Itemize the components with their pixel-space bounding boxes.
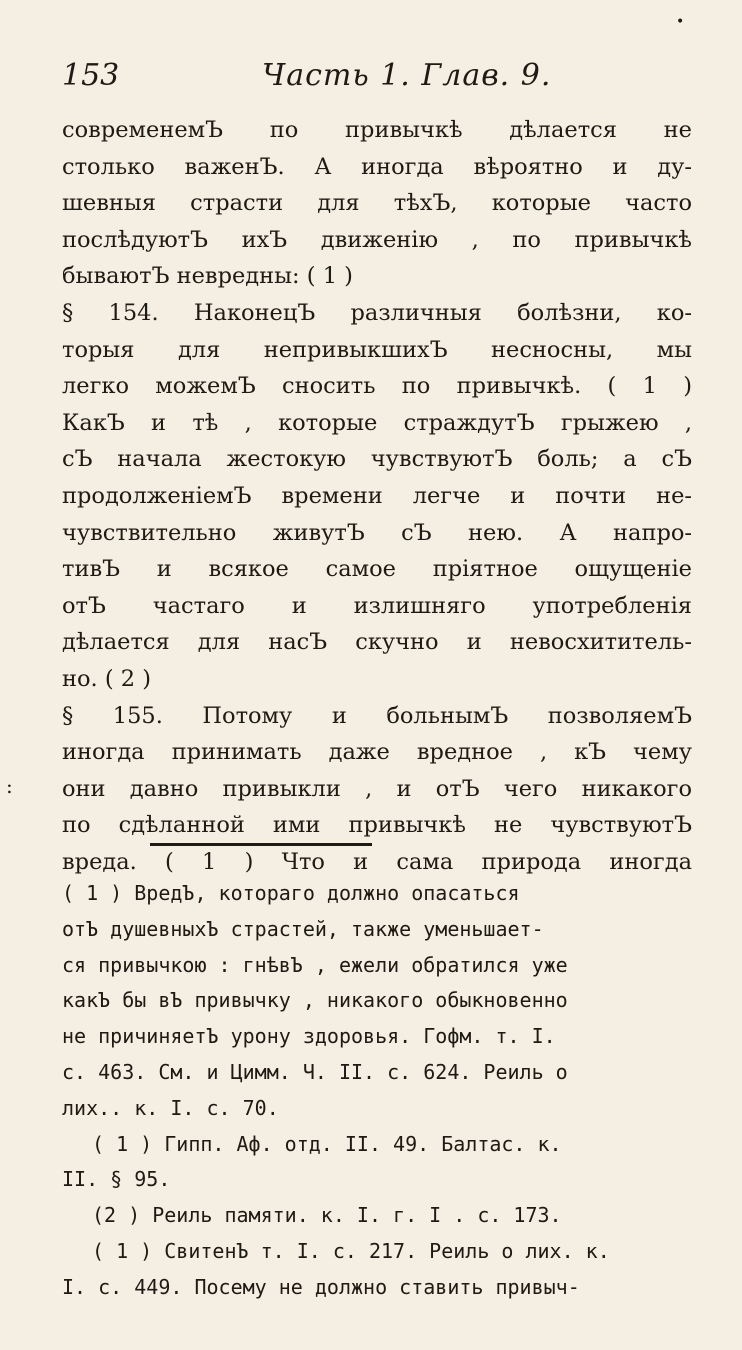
footnote-line: не причиняетЪ урону здоровья. Гофм. т. I. xyxy=(62,1024,556,1049)
main-text xyxy=(62,112,692,880)
footnote-line: лих.. к. I. с. 70. xyxy=(62,1095,279,1120)
footnote-line: ( 1 ) ВредЪ, котораго должно опасаться xyxy=(62,881,520,905)
footnotes xyxy=(62,876,692,1306)
footnote-line: ся привычкою : гнѣвЪ , ежели обратился уже xyxy=(62,952,568,977)
text-line: торыя для непривыкшихЪ несносны, мы xyxy=(62,336,692,363)
footnote-divider xyxy=(150,843,372,846)
footnote-line: какЪ бы вЪ привычку , никакого обыкновенно xyxy=(62,988,568,1013)
footnote-line: II. § 95. xyxy=(62,1167,171,1192)
footnote-line: с. 463. См. и Цимм. Ч. II. с. 624. Реиль о xyxy=(62,1059,568,1084)
margin-mark: : xyxy=(6,774,13,798)
page-header xyxy=(62,58,682,102)
text-line: отЪ частаго и излишняго употребленія xyxy=(62,592,692,619)
text-line: шевныя страсти для тѣхЪ, которые часто xyxy=(62,190,692,217)
text-line: § 155. Потому и больнымЪ позволяемЪ xyxy=(62,702,692,729)
text-line: но. ( 2 ) xyxy=(62,665,152,692)
text-line: продолженіемЪ времени легче и почти не- xyxy=(62,482,692,509)
text-line: сЪ начала жестокую чувствуютЪ боль; а сЪ xyxy=(62,446,692,473)
text-line: современемЪ по привычкѣ дѣлается не xyxy=(62,117,692,143)
text-line: по сдѣланной ими привычкѣ не чувствуютЪ xyxy=(62,812,692,839)
text-line: послѣдуютЪ ихЪ движенію , по привычкѣ xyxy=(62,226,692,253)
footnote-line: отЪ душевныхЪ страстей, также уменьшает- xyxy=(62,916,544,941)
text-line: иногда принимать даже вредное , кЪ чему xyxy=(62,739,692,766)
text-line: столько важенЪ. А иногда вѣроятно и ду- xyxy=(62,153,692,180)
text-line: дѣлается для насЪ скучно и невосхититель- xyxy=(62,629,692,656)
footnote-line: ( 1 ) Гипп. Аф. отд. II. 49. Балтас. к. xyxy=(92,1131,562,1156)
footnote-line: ( 1 ) СвитенЪ т. I. с. 217. Реиль о лих. к. xyxy=(92,1238,610,1263)
text-line: легко можемЪ сносить по привычкѣ. ( 1 ) xyxy=(62,373,692,400)
text-line: тивЪ и всякое самое пріятное ощущеніе xyxy=(62,556,692,583)
text-line: они давно привыкли , и отЪ чего никакого xyxy=(62,775,692,802)
page-number: 153 xyxy=(62,58,120,93)
ink-dot: • xyxy=(676,14,685,30)
text-line: КакЪ и тѣ , которые страждутЪ грыжею , xyxy=(62,409,692,436)
text-line: § 154. НаконецЪ различныя болѣзни, ко- xyxy=(62,299,692,326)
footnote-line: (2 ) Реиль памяти. к. I. г. I . с. 173. xyxy=(92,1203,562,1228)
text-line: бываютЪ невредны: ( 1 ) xyxy=(62,263,353,290)
running-title: Часть 1. Глав. 9. xyxy=(262,58,552,93)
footnote-line: I. с. 449. Посему не должно ставить привыч- xyxy=(62,1274,580,1299)
text-line: вреда. ( 1 ) Что и сама природа иногда xyxy=(62,848,692,875)
text-line: чувствительно живутЪ сЪ нею. А напро- xyxy=(62,519,692,546)
